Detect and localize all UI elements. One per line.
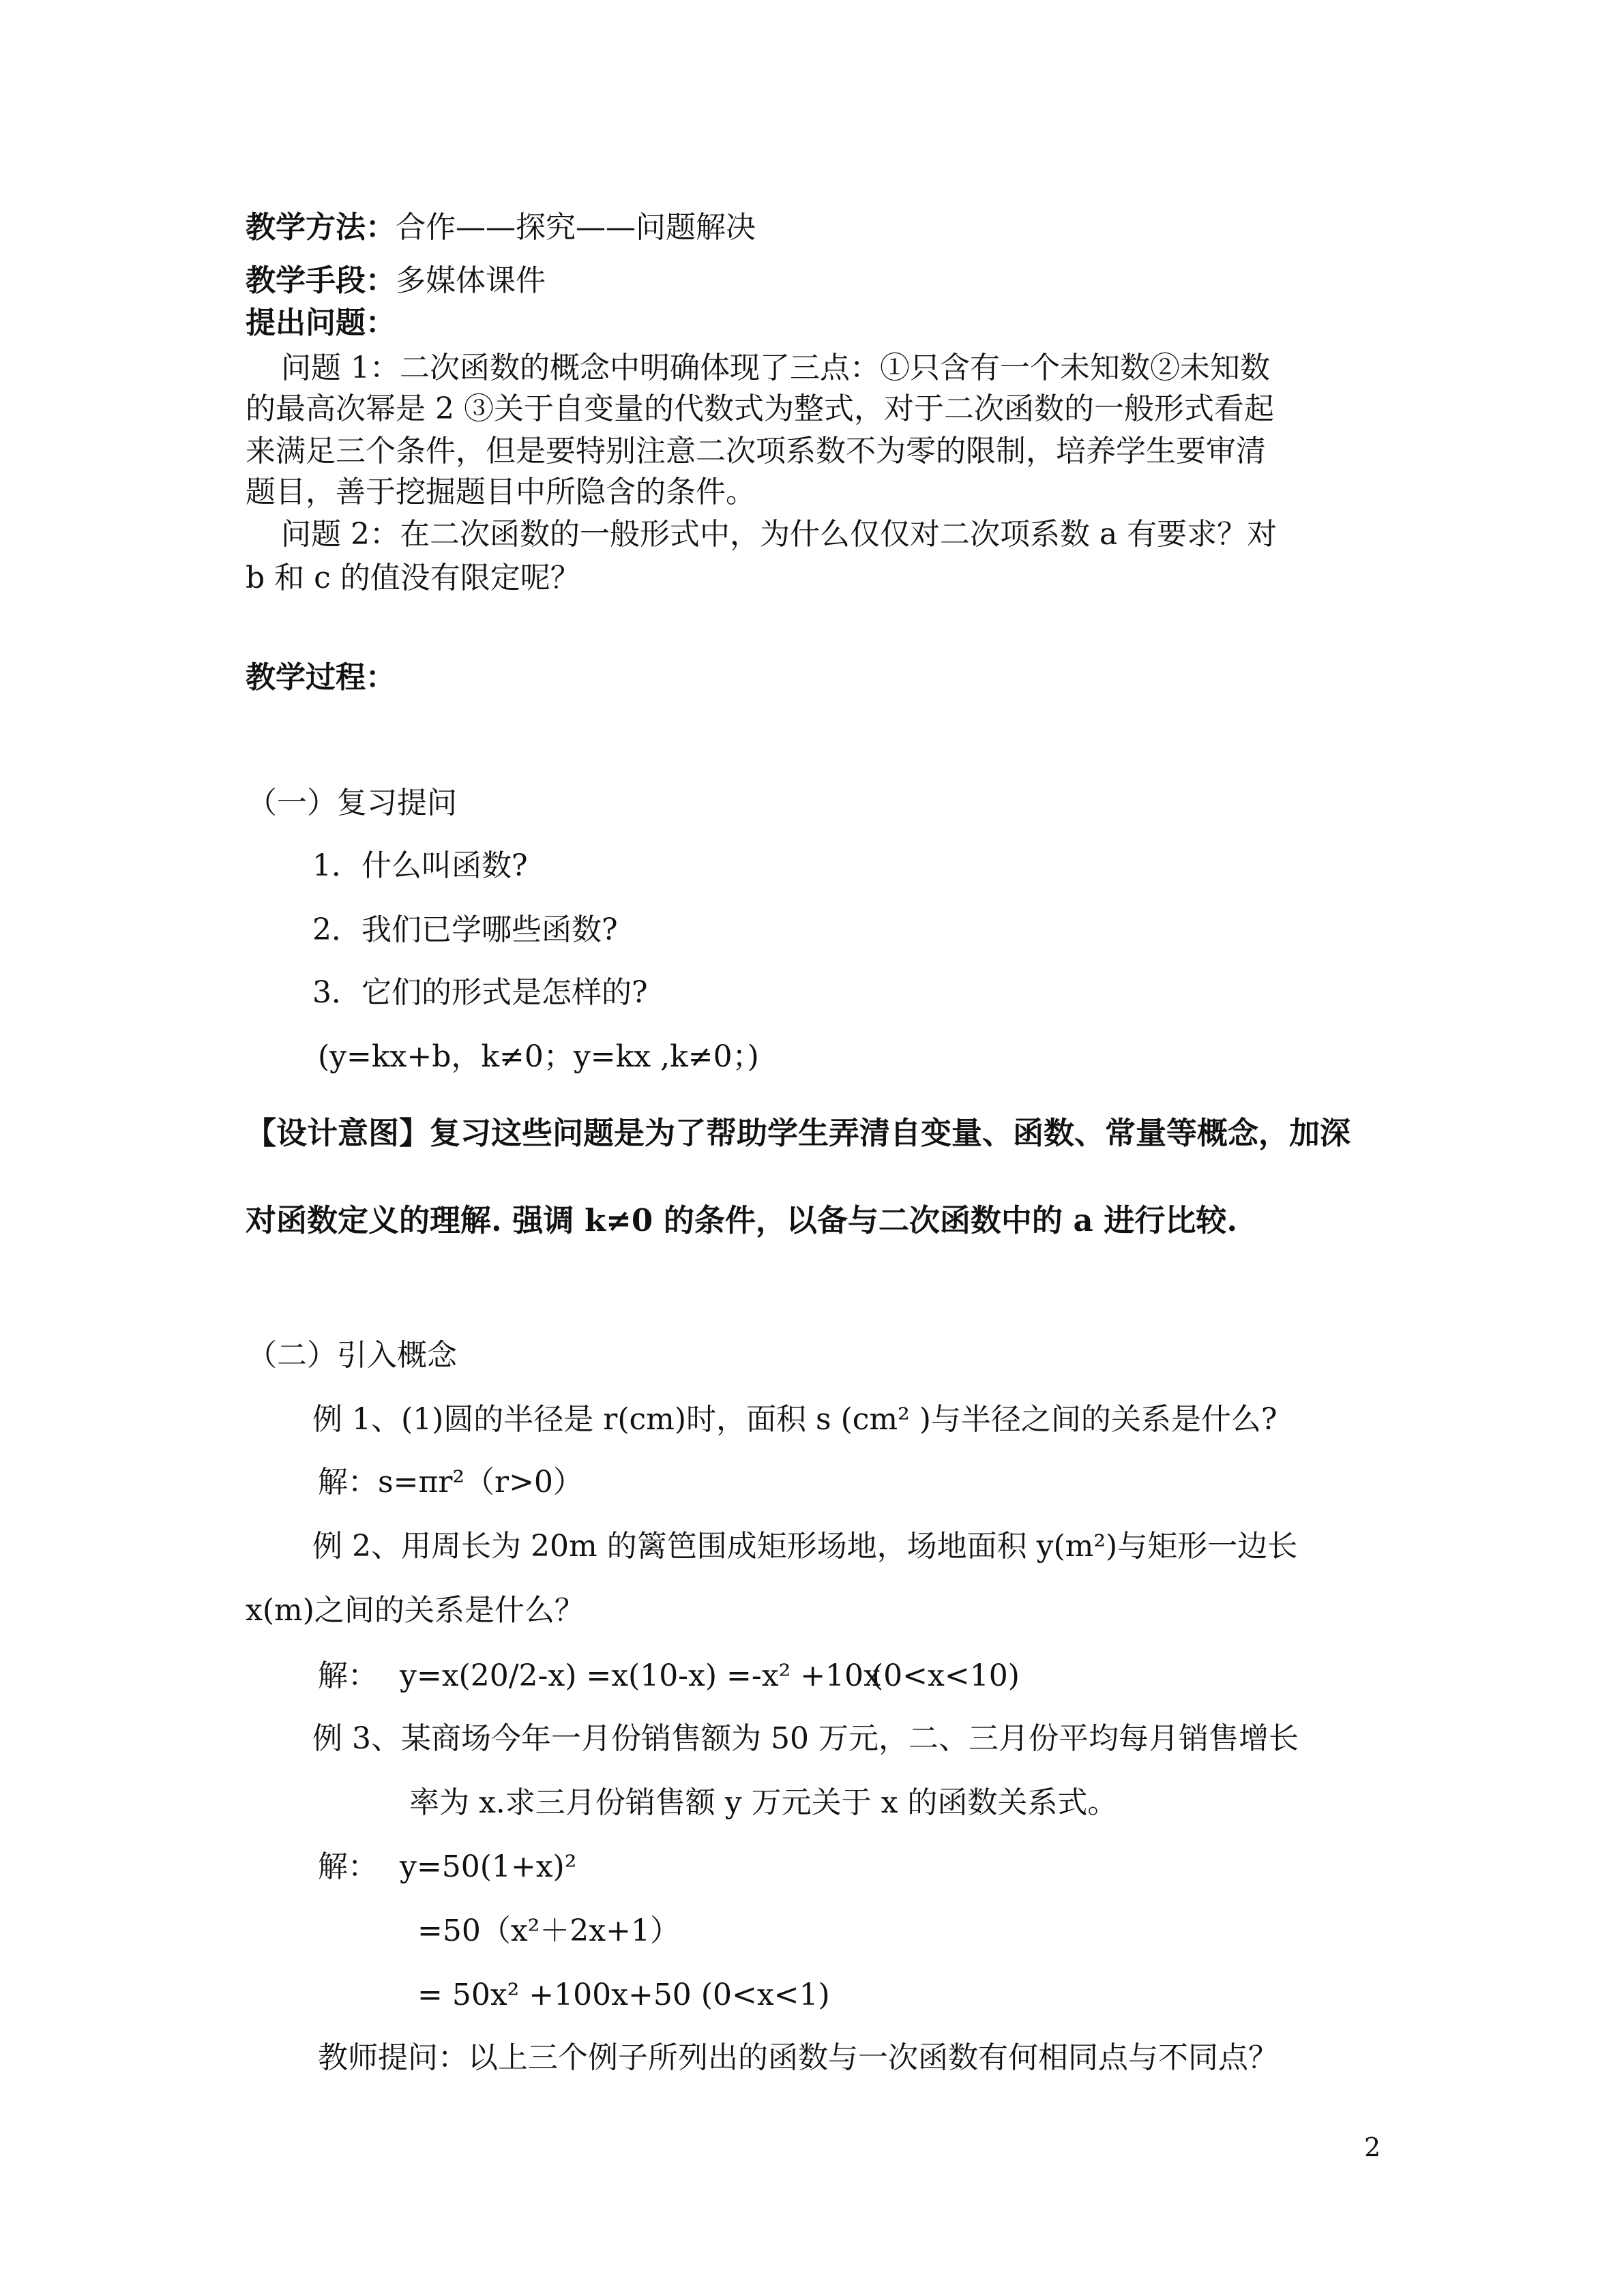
example-3-line-2: 率为 x.求三月份销售额 y 万元关于 x 的函数关系式。	[409, 1785, 1118, 1820]
example-2-solution-label: 解：	[318, 1658, 378, 1693]
teaching-method-value: 合作——探究——问题解决	[396, 210, 756, 245]
example-3-solution-label: 解：	[318, 1849, 378, 1884]
example-1-solution: 解：s=πr²（r>0）	[318, 1465, 583, 1500]
teaching-process-title: 教学过程：	[246, 660, 396, 695]
example-3-step-1: y=50(1+x)²	[400, 1849, 577, 1884]
example-2-solution: y=x(20/2-x) =x(10-x) =-x² +10x	[400, 1658, 881, 1693]
example-3-line-1: 例 3、某商场今年一月份销售额为 50 万元，二、三月份平均每月销售增长	[312, 1721, 1299, 1756]
question-2-line-2: b 和 c 的值没有限定呢？	[246, 561, 580, 595]
question-1-line-2: 的最高次幂是 2 ③关于自变量的代数式为整式，对于二次函数的一般形式看起	[246, 391, 1274, 426]
example-1: 例 1、(1)圆的半径是 r(cm)时，面积 s (cm² )与半径之间的关系是什么?	[312, 1402, 1278, 1437]
concept-section-title: （二）引入概念	[247, 1338, 457, 1373]
question-1-line-3: 来满足三个条件，但是要特别注意二次项系数不为零的限制，培养学生要审清	[246, 434, 1266, 468]
pose-question-label: 提出问题：	[246, 305, 396, 340]
question-2-line-1: 问题 2：在二次函数的一般形式中，为什么仅仅对二次项系数 a 有要求？对	[281, 517, 1278, 552]
teaching-method-label: 教学方法：	[246, 210, 396, 245]
teaching-method-line	[246, 209, 756, 247]
review-item-1: 1．什么叫函数?	[312, 848, 528, 883]
teaching-means-value: 多媒体课件	[396, 263, 546, 298]
example-2-line-2: x(m)之间的关系是什么？	[246, 1593, 585, 1628]
function-forms: (y=kx+b，k≠0；y=kx ,k≠0；)	[318, 1039, 759, 1074]
example-2-line-1: 例 2、用周长为 20m 的篱笆围成矩形场地，场地面积 y(m²)与矩形一边长	[312, 1529, 1298, 1564]
teaching-means-label: 教学手段：	[246, 263, 396, 298]
question-1-line-4: 题目，善于挖掘题目中所隐含的条件。	[246, 475, 756, 509]
review-item-3: 3．它们的形式是怎样的?	[312, 975, 648, 1010]
example-2-range: (0<x<10)	[872, 1658, 1020, 1693]
example-3-step-3: = 50x² +100x+50 (0<x<1)	[417, 1978, 830, 2012]
design-intent-line-2: 对函数定义的理解. 强调 k≠0 的条件，以备与二次函数中的 a 进行比较.	[246, 1202, 1238, 1238]
page-number: 2	[1364, 2132, 1381, 2162]
question-1-line-1: 问题 1：二次函数的概念中明确体现了三点：①只含有一个未知数②未知数	[281, 351, 1270, 385]
design-intent-line-1: 【设计意图】复习这些问题是为了帮助学生弄清自变量、函数、常量等概念，加深	[246, 1115, 1351, 1151]
teaching-means-line	[246, 262, 546, 300]
review-section-title: （一）复习提问	[247, 786, 457, 820]
example-3-step-2: =50（x²＋2x+1）	[417, 1913, 680, 1948]
review-item-2: 2．我们已学哪些函数?	[312, 912, 618, 947]
teacher-question: 教师提问：以上三个例子所列出的函数与一次函数有何相同点与不同点？	[318, 2040, 1278, 2075]
